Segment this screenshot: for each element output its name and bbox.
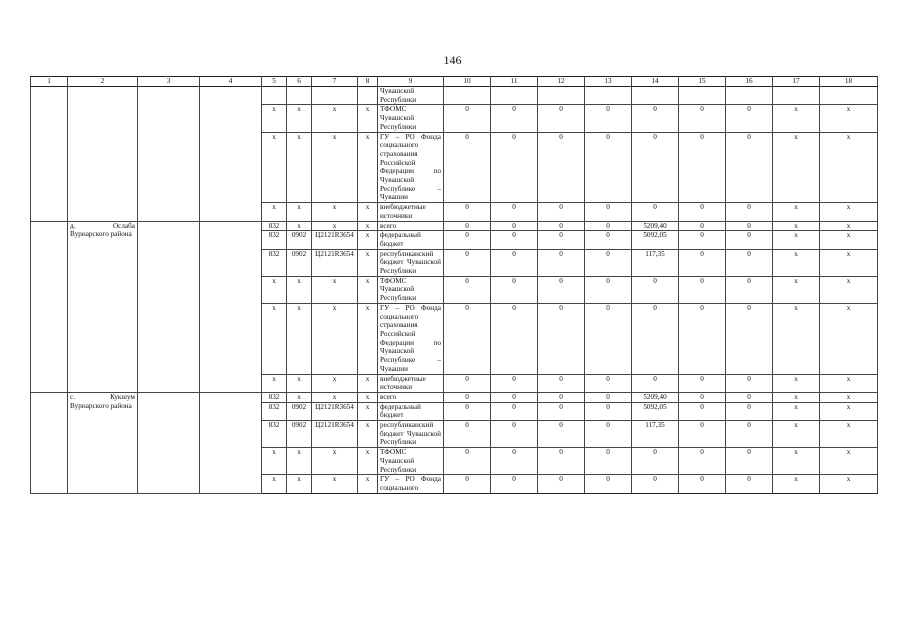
executor-cell [138, 392, 200, 493]
funding-source: ГУ – РО Фонда социального [378, 475, 444, 493]
amount-cell: 0 [632, 374, 679, 392]
amount-cell: x [773, 249, 820, 276]
target-article-code: x [312, 392, 358, 402]
expense-type-code: x [358, 249, 378, 276]
amount-cell: 0 [538, 392, 585, 402]
amount-cell [632, 87, 679, 105]
amount-cell: 0 [444, 402, 491, 420]
amount-cell: x [773, 221, 820, 231]
expense-type-code [358, 87, 378, 105]
amount-cell: 0 [726, 374, 773, 392]
amount-cell: x [773, 203, 820, 221]
amount-cell: 0 [538, 105, 585, 132]
amount-cell: 0 [538, 221, 585, 231]
amount-cell: 0 [538, 448, 585, 475]
amount-cell: 0 [491, 402, 538, 420]
expense-type-code: x [358, 421, 378, 448]
amount-cell: x [773, 231, 820, 249]
amount-cell: 0 [538, 249, 585, 276]
amount-cell: 0 [585, 249, 632, 276]
row-number-cell [31, 392, 68, 493]
amount-cell: 0 [726, 249, 773, 276]
amount-cell [726, 87, 773, 105]
executor-cell [138, 87, 200, 222]
amount-cell: x [773, 402, 820, 420]
section-code: x [287, 105, 312, 132]
amount-cell: 117,35 [632, 421, 679, 448]
amount-cell: 0 [491, 203, 538, 221]
amount-cell [820, 87, 878, 105]
funding-source: Чувашской Республики [378, 87, 444, 105]
grbs-code: x [262, 475, 287, 493]
funding-source: ТФОМС Чувашской Республики [378, 276, 444, 303]
expense-type-code: x [358, 132, 378, 203]
amount-cell: 0 [585, 132, 632, 203]
section-code: 0902 [287, 231, 312, 249]
funding-source: республиканский бюджет Чувашской Республики [378, 249, 444, 276]
target-article-code: Ц2121R3654 [312, 231, 358, 249]
funding-source: федеральный бюджет [378, 231, 444, 249]
expense-type-code: x [358, 276, 378, 303]
funding-source: внебюджетные источники [378, 374, 444, 392]
amount-cell: 0 [585, 221, 632, 231]
amount-cell: 0 [679, 132, 726, 203]
section-code [287, 87, 312, 105]
amount-cell: 0 [679, 421, 726, 448]
funding-source: всего [378, 392, 444, 402]
amount-cell: 0 [585, 421, 632, 448]
amount-cell: 0 [726, 402, 773, 420]
amount-cell: 0 [491, 249, 538, 276]
amount-cell: 0 [726, 303, 773, 374]
amount-cell: 5092,05 [632, 402, 679, 420]
budget-table [30, 76, 878, 494]
column-number-10: 10 [444, 77, 491, 87]
amount-cell: 0 [726, 132, 773, 203]
expense-type-code: x [358, 105, 378, 132]
amount-cell: 0 [538, 276, 585, 303]
amount-cell: 0 [491, 105, 538, 132]
amount-cell: x [820, 448, 878, 475]
target-article-code: x [312, 276, 358, 303]
column-number-15: 15 [679, 77, 726, 87]
deadline-cell [200, 87, 262, 222]
amount-cell: x [773, 132, 820, 203]
section-code: x [287, 448, 312, 475]
amount-cell: 0 [491, 421, 538, 448]
column-number-5: 5 [262, 77, 287, 87]
column-number-9: 9 [378, 77, 444, 87]
amount-cell: 0 [585, 475, 632, 493]
amount-cell: 0 [491, 231, 538, 249]
amount-cell: 0 [679, 231, 726, 249]
amount-cell: 0 [444, 374, 491, 392]
amount-cell: 0 [538, 421, 585, 448]
amount-cell [538, 87, 585, 105]
amount-cell: x [820, 203, 878, 221]
target-article-code: x [312, 374, 358, 392]
target-article-code: x [312, 132, 358, 203]
amount-cell: 0 [726, 392, 773, 402]
target-article-code: x [312, 105, 358, 132]
grbs-code: 832 [262, 392, 287, 402]
amount-cell: x [773, 374, 820, 392]
target-article-code: x [312, 221, 358, 231]
column-number-6: 6 [287, 77, 312, 87]
amount-cell: 0 [585, 276, 632, 303]
column-number-12: 12 [538, 77, 585, 87]
column-number-7: 7 [312, 77, 358, 87]
amount-cell: 0 [491, 221, 538, 231]
section-code: 0902 [287, 402, 312, 420]
column-number-14: 14 [632, 77, 679, 87]
section-code: x [287, 303, 312, 374]
amount-cell: 0 [444, 392, 491, 402]
amount-cell: x [820, 303, 878, 374]
expense-type-code: x [358, 303, 378, 374]
target-article-code: x [312, 448, 358, 475]
amount-cell: 0 [491, 303, 538, 374]
amount-cell: x [820, 221, 878, 231]
amount-cell: 0 [585, 448, 632, 475]
amount-cell: 117,35 [632, 249, 679, 276]
amount-cell: 0 [585, 392, 632, 402]
amount-cell: 0 [726, 221, 773, 231]
column-number-16: 16 [726, 77, 773, 87]
grbs-code: x [262, 448, 287, 475]
amount-cell: 0 [538, 303, 585, 374]
grbs-code: 832 [262, 249, 287, 276]
page-number: 146 [443, 53, 462, 67]
grbs-code: x [262, 276, 287, 303]
amount-cell: 0 [632, 276, 679, 303]
target-article-code: Ц2121R3654 [312, 402, 358, 420]
deadline-cell [200, 221, 262, 392]
section-code: x [287, 132, 312, 203]
section-code: x [287, 392, 312, 402]
section-code: 0902 [287, 421, 312, 448]
table-header-row [31, 77, 878, 87]
expense-type-code: x [358, 221, 378, 231]
amount-cell: x [820, 105, 878, 132]
amount-cell: 0 [444, 421, 491, 448]
amount-cell: 0 [444, 231, 491, 249]
amount-cell: 0 [585, 374, 632, 392]
amount-cell [491, 87, 538, 105]
amount-cell: x [773, 421, 820, 448]
grbs-code: x [262, 132, 287, 203]
amount-cell: 0 [444, 303, 491, 374]
amount-cell: 0 [585, 303, 632, 374]
table-row [31, 392, 878, 402]
target-article-code: Ц2121R3654 [312, 249, 358, 276]
amount-cell [585, 87, 632, 105]
deadline-cell [200, 392, 262, 493]
grbs-code: x [262, 303, 287, 374]
section-code: x [287, 276, 312, 303]
target-article-code: x [312, 203, 358, 221]
executor-cell [138, 221, 200, 392]
amount-cell: 0 [632, 203, 679, 221]
amount-cell [773, 87, 820, 105]
amount-cell: 0 [585, 203, 632, 221]
amount-cell: 0 [679, 374, 726, 392]
column-number-1: 1 [31, 77, 68, 87]
amount-cell: 5209,40 [632, 392, 679, 402]
column-number-2: 2 [68, 77, 138, 87]
amount-cell: 0 [585, 402, 632, 420]
amount-cell: 0 [726, 203, 773, 221]
row-number-cell [31, 221, 68, 392]
funding-source: ГУ – РО Фонда социального страхования Российской Федерации по Чувашской Республике – Чувашии [378, 303, 444, 374]
amount-cell: 0 [444, 221, 491, 231]
amount-cell: x [820, 249, 878, 276]
expense-type-code: x [358, 448, 378, 475]
column-number-4: 4 [200, 77, 262, 87]
amount-cell: 0 [679, 402, 726, 420]
amount-cell: x [820, 374, 878, 392]
amount-cell: 0 [491, 448, 538, 475]
funding-source: всего [378, 221, 444, 231]
section-code: x [287, 374, 312, 392]
amount-cell: x [820, 475, 878, 493]
table-row [31, 87, 878, 105]
grbs-code: x [262, 374, 287, 392]
grbs-code [262, 87, 287, 105]
amount-cell: 0 [538, 374, 585, 392]
amount-cell: 0 [632, 475, 679, 493]
expense-type-code: x [358, 402, 378, 420]
amount-cell: 5209,40 [632, 221, 679, 231]
amount-cell: 0 [632, 132, 679, 203]
amount-cell: 0 [491, 132, 538, 203]
column-number-3: 3 [138, 77, 200, 87]
amount-cell: x [773, 276, 820, 303]
table-row [31, 221, 878, 231]
amount-cell [679, 87, 726, 105]
amount-cell: 0 [679, 392, 726, 402]
grbs-code: 832 [262, 231, 287, 249]
amount-cell: x [820, 421, 878, 448]
grbs-code: 832 [262, 421, 287, 448]
expense-type-code: x [358, 374, 378, 392]
amount-cell: 5092,05 [632, 231, 679, 249]
amount-cell: x [773, 392, 820, 402]
amount-cell: x [820, 392, 878, 402]
target-article-code: x [312, 475, 358, 493]
amount-cell: x [820, 132, 878, 203]
funding-source: федеральный бюджет [378, 402, 444, 420]
amount-cell: 0 [679, 475, 726, 493]
amount-cell: 0 [679, 221, 726, 231]
amount-cell: 0 [726, 105, 773, 132]
amount-cell: x [773, 303, 820, 374]
amount-cell: 0 [491, 374, 538, 392]
amount-cell: 0 [444, 276, 491, 303]
amount-cell [444, 87, 491, 105]
amount-cell: 0 [679, 105, 726, 132]
object-name: с. Кукшум Вурнарского района [68, 392, 138, 493]
grbs-code: 832 [262, 221, 287, 231]
amount-cell: 0 [726, 421, 773, 448]
section-code: 0902 [287, 249, 312, 276]
object-name: д. Ослаба Вурнарского района [68, 221, 138, 392]
amount-cell: x [820, 276, 878, 303]
amount-cell: 0 [491, 276, 538, 303]
amount-cell: 0 [491, 475, 538, 493]
amount-cell: x [773, 105, 820, 132]
expense-type-code: x [358, 392, 378, 402]
funding-source: внебюджетные источники [378, 203, 444, 221]
expense-type-code: x [358, 203, 378, 221]
amount-cell: 0 [679, 448, 726, 475]
amount-cell: 0 [538, 402, 585, 420]
amount-cell: 0 [444, 448, 491, 475]
object-name [68, 87, 138, 222]
funding-source: ТФОМС Чувашской Республики [378, 448, 444, 475]
amount-cell: 0 [679, 203, 726, 221]
amount-cell: 0 [538, 475, 585, 493]
amount-cell: 0 [726, 475, 773, 493]
column-number-8: 8 [358, 77, 378, 87]
amount-cell: 0 [585, 105, 632, 132]
amount-cell: 0 [726, 231, 773, 249]
amount-cell: 0 [585, 231, 632, 249]
amount-cell: 0 [444, 249, 491, 276]
section-code: x [287, 203, 312, 221]
amount-cell: 0 [538, 231, 585, 249]
amount-cell: 0 [632, 448, 679, 475]
target-article-code [312, 87, 358, 105]
amount-cell: 0 [726, 276, 773, 303]
amount-cell: x [773, 448, 820, 475]
amount-cell: 0 [444, 203, 491, 221]
amount-cell: 0 [538, 132, 585, 203]
column-number-11: 11 [491, 77, 538, 87]
funding-source: ГУ – РО Фонда социального страхования Российской Федерации по Чувашской Республике – Чувашии [378, 132, 444, 203]
row-number-cell [31, 87, 68, 222]
amount-cell: 0 [491, 392, 538, 402]
section-code: x [287, 221, 312, 231]
funding-source: республиканский бюджет Чувашской Республики [378, 421, 444, 448]
grbs-code: x [262, 105, 287, 132]
amount-cell: 0 [679, 276, 726, 303]
amount-cell: 0 [444, 475, 491, 493]
column-number-17: 17 [773, 77, 820, 87]
amount-cell: x [773, 475, 820, 493]
amount-cell: 0 [632, 105, 679, 132]
amount-cell: 0 [444, 105, 491, 132]
amount-cell: 0 [679, 303, 726, 374]
amount-cell: 0 [444, 132, 491, 203]
amount-cell: x [820, 402, 878, 420]
amount-cell: 0 [632, 303, 679, 374]
amount-cell: 0 [679, 249, 726, 276]
amount-cell: x [820, 231, 878, 249]
amount-cell: 0 [538, 203, 585, 221]
target-article-code: Ц2121R3654 [312, 421, 358, 448]
section-code: x [287, 475, 312, 493]
column-number-13: 13 [585, 77, 632, 87]
column-number-18: 18 [820, 77, 878, 87]
grbs-code: x [262, 203, 287, 221]
table-body [31, 87, 878, 494]
target-article-code: x [312, 303, 358, 374]
expense-type-code: x [358, 231, 378, 249]
funding-source: ТФОМС Чувашской Республики [378, 105, 444, 132]
grbs-code: 832 [262, 402, 287, 420]
amount-cell: 0 [726, 448, 773, 475]
expense-type-code: x [358, 475, 378, 493]
